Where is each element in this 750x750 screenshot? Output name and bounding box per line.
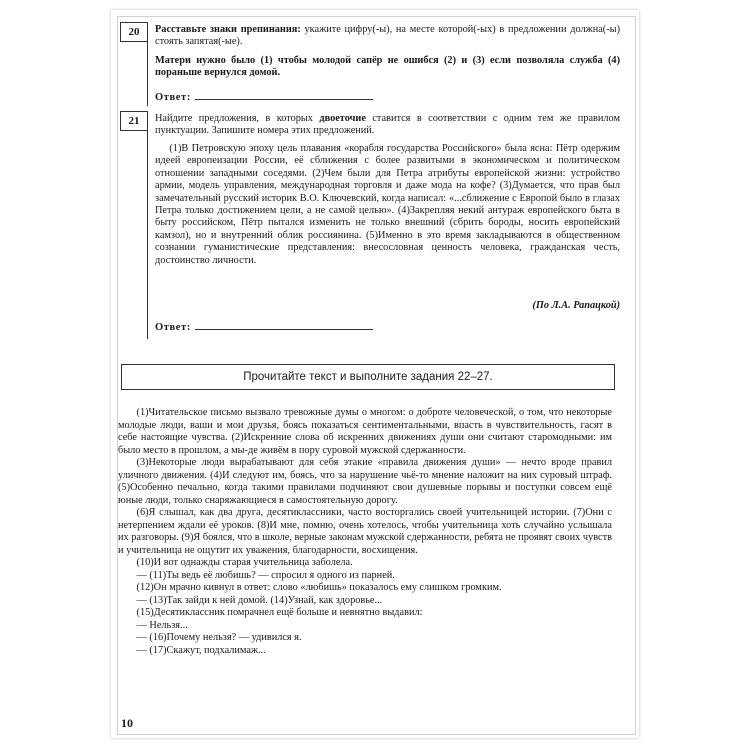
task-20-number: 20: [120, 22, 148, 42]
task-20-sentence: Матери нужно было (1) чтобы молодой сапёр не ошибся (2) и (3) если позволяла служба (4) пораньше вернулся домой.: [155, 55, 620, 79]
task-21-instruction-bold: двоеточие: [319, 113, 366, 124]
task-20-answer: [155, 90, 373, 103]
story-dialogue: — Нельзя...: [136, 619, 188, 631]
story-dialogue: — (16)Почему нельзя? — удивился я.: [136, 632, 302, 643]
task-21-attribution: (По Л.А. Рапацкой): [532, 300, 620, 311]
story-paragraph: (12)Он мрачно кивнул в ответ: слово «любишь» показалось ему слишком громким.: [136, 582, 502, 593]
story-dialogue: — (13)Так зайди к ней домой. (14)Узнай, как здоровье...: [136, 594, 383, 606]
task-20-instruction-bold: Расставьте знаки препинания:: [155, 24, 301, 35]
task-21-text: [155, 143, 620, 267]
task-21-instruction-b: ставится в соответствии с одним тем же правилом пунктуации. Запишите номера этих предложений.: [155, 113, 620, 137]
task-21-divider: [147, 111, 148, 339]
task-21-number: 21: [120, 111, 148, 131]
task-21-instruction: [155, 113, 620, 138]
story-paragraph: (10)И вот однажды старая учительница заболела.: [136, 557, 353, 568]
task-21-answer: [155, 320, 373, 333]
page-number: 10: [121, 716, 133, 730]
story-dialogue: — (11)Ты ведь её любишь? — спросил я одного из парней.: [136, 569, 395, 581]
task-20-divider: [147, 22, 148, 106]
story-dialogue: — (17)Скажут, подхалимаж...: [136, 644, 266, 656]
story-paragraph: (1)Читательское письмо вызвало тревожные думы о многом: о доброте человеческой, о том, что некоторые молодые люди, ваши и мои друзья, боясь показаться сентиментальными, впасть в чувствительность, гасят в себе настоящие чувства. (2)Искренние слова об искренних движениях души они считают старомодными: им было место в прошлом, а мы-де живём в пору суровой мужской сдержанности.: [118, 407, 612, 456]
task-20-answer-field[interactable]: [195, 90, 373, 100]
task-21-answer-field[interactable]: [195, 320, 373, 330]
story-text: [118, 407, 612, 657]
story-paragraph: (3)Некоторые люди вырабатывают для себя этакие «правила движения души» — нечто вроде правил уличного движения. (4)И следуют им, боясь, что за нарушение чьё-то мнение наложит на них суровый штраф. (5)Особенно печально, когда такими правилами подчиняют свои душевные порывы и поступки совсем ещё юные люди, только снаряжающиеся в самостоятельную дорогу.: [118, 457, 612, 506]
task-20-instruction-rest: укажите цифру(-ы), на месте которой(-ых) в предложении должна(-ы) стоять запятая(-ые).: [155, 24, 620, 48]
task-21-text-paragraph: (1)В Петровскую эпоху цель плавания «корабля государства Российского» была ясна: Пётр одержим идеей европеизации России, её сближения с более развитыми в экономическом и политическом отношении западными соседями. (2)Чем были для Петра атрибуты европейской жизни: устройство армии, модель управления, международная торговля и даже мода на кофе? (3)Думается, что прав был замечательный русский историк В.О. Ключевский, когда написал: «...сближение с Европой было в глазах Петра только достижением цели, а не самой целью». (4)Закрепляя некий антураж европейского быта в быту российском, Пётр пытался изменить не только внешний (сбрить бороды, носить европейский камзол), но и внутренний облик россиянина. (5)Именно в это время закладываются в общественном сознании гуманистические представления: внесословная ценность человека, гражданская честь, достоинство личности.: [155, 143, 620, 266]
task-20-answer-label: Ответ:: [155, 92, 191, 103]
story-paragraph: (6)Я слышал, как два друга, десятиклассники, часто восторгались своей учительницей истории. (7)Они с нетерпением ждали её уроков. (8)И мне, помню, очень хотелось, чтобы учительница хоть случайно услышала их разговоры. (9)Я боялся, что в школе, верные законам мужской сдержанности, ребята не проявят своих чувств и учительница не ощутит их уважения, благодарности, восхищения.: [118, 507, 612, 556]
task-21-instruction-a: Найдите предложения, в которых: [155, 113, 320, 124]
task-20-instruction: [155, 24, 620, 49]
story-paragraph: (15)Десятиклассник помрачнел ещё больше и невнятно выдавил:: [136, 607, 423, 618]
task-21-answer-label: Ответ:: [155, 322, 191, 333]
reading-banner: Прочитайте текст и выполните задания 22–27.: [121, 364, 615, 390]
